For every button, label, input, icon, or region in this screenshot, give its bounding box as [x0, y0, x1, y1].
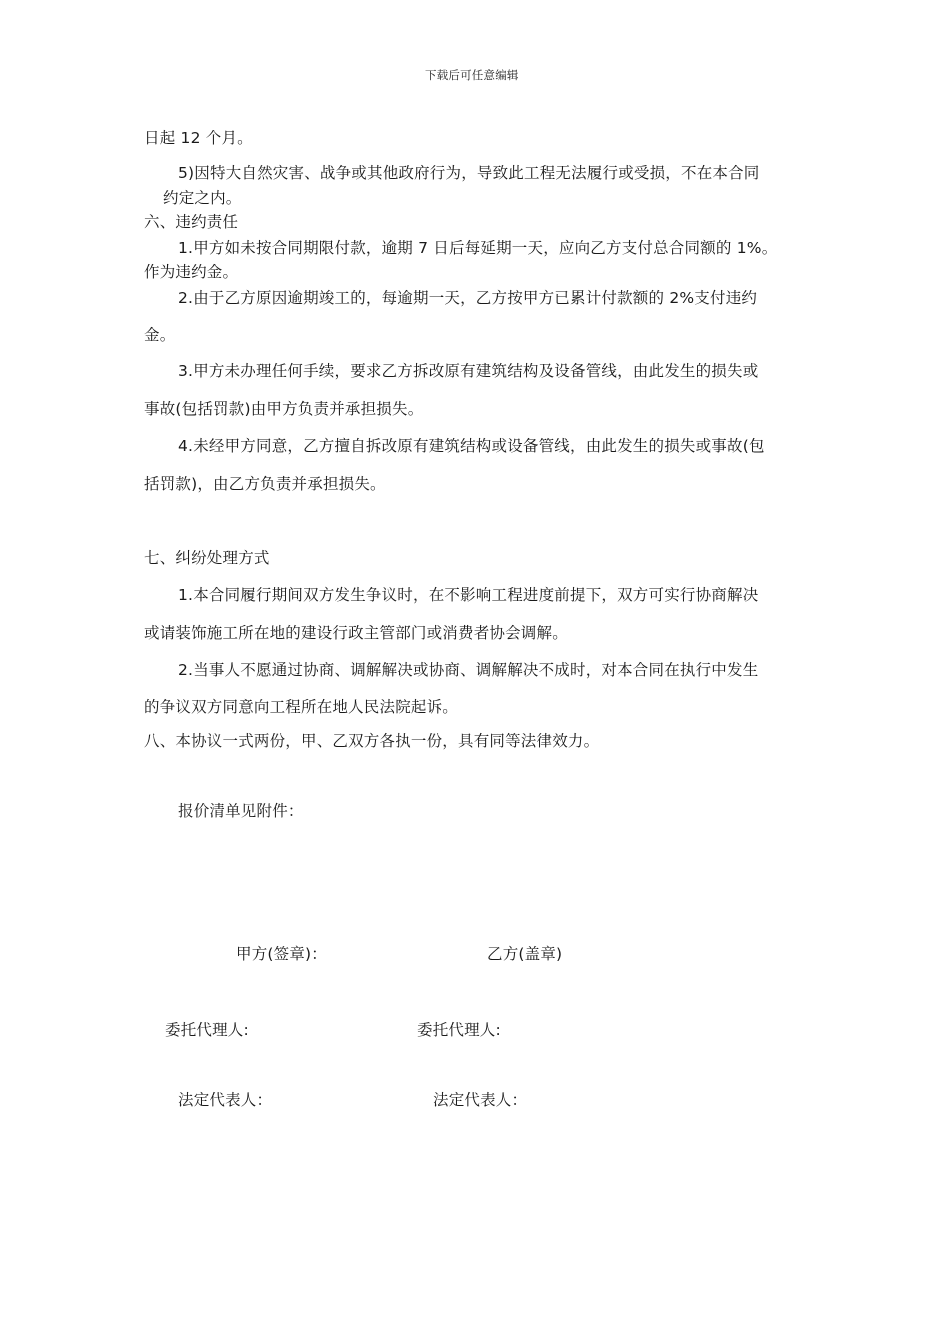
body-line: 或请装饰施工所在地的建设行政主管部门或消费者协会调解。 [144, 624, 568, 642]
party-b-seal-label: 乙方(盖章) [487, 945, 563, 963]
body-line: 2.当事人不愿通过协商、调解解决或协商、调解解决不成时，对本合同在执行中发生 [178, 661, 759, 679]
party-a-agent-label: 委托代理人: [165, 1021, 249, 1039]
party-b-representative-label: 法定代表人： [433, 1091, 528, 1109]
body-line: 括罚款)，由乙方负责并承担损失。 [144, 475, 386, 493]
body-line: 5)因特大自然灾害、战争或其他政府行为，导致此工程无法履行或受损，不在本合同 [178, 164, 760, 182]
quote-note: 报价清单见附件： [178, 802, 304, 820]
party-a-representative-label: 法定代表人： [178, 1091, 273, 1109]
party-a-signature-label: 甲方(签章)： [236, 945, 327, 963]
body-line: 1.本合同履行期间双方发生争议时，在不影响工程进度前提下，双方可实行协商解决 [178, 586, 759, 604]
section-title-8: 八、本协议一式两份，甲、乙双方各执一份，具有同等法律效力。 [144, 732, 600, 750]
body-line: 2.由于乙方原因逾期竣工的，每逾期一天，乙方按甲方已累计付款额的 2%支付违约 [178, 289, 758, 307]
body-line: 1.甲方如未按合同期限付款，逾期 7 日后每延期一天，应向乙方支付总合同额的 1%。 [178, 239, 778, 257]
body-line: 作为违约金。 [144, 263, 239, 281]
body-line: 日起 12 个月。 [144, 129, 253, 147]
party-b-agent-label: 委托代理人: [417, 1021, 501, 1039]
body-line: 3.甲方未办理任何手续，要求乙方拆改原有建筑结构及设备管线，由此发生的损失或 [178, 362, 759, 380]
section-title-6: 六、违约责任 [144, 213, 239, 231]
body-line: 约定之内。 [163, 189, 242, 207]
body-line: 4.未经甲方同意，乙方擅自拆改原有建筑结构或设备管线，由此发生的损失或事故(包 [178, 437, 765, 455]
body-line: 的争议双方同意向工程所在地人民法院起诉。 [144, 698, 459, 716]
body-line: 事故(包括罚款)由甲方负责并承担损失。 [144, 400, 424, 418]
body-line: 金。 [144, 326, 176, 344]
section-title-7: 七、纠纷处理方式 [144, 549, 270, 567]
page-header: 下载后可任意编辑 [425, 68, 519, 82]
